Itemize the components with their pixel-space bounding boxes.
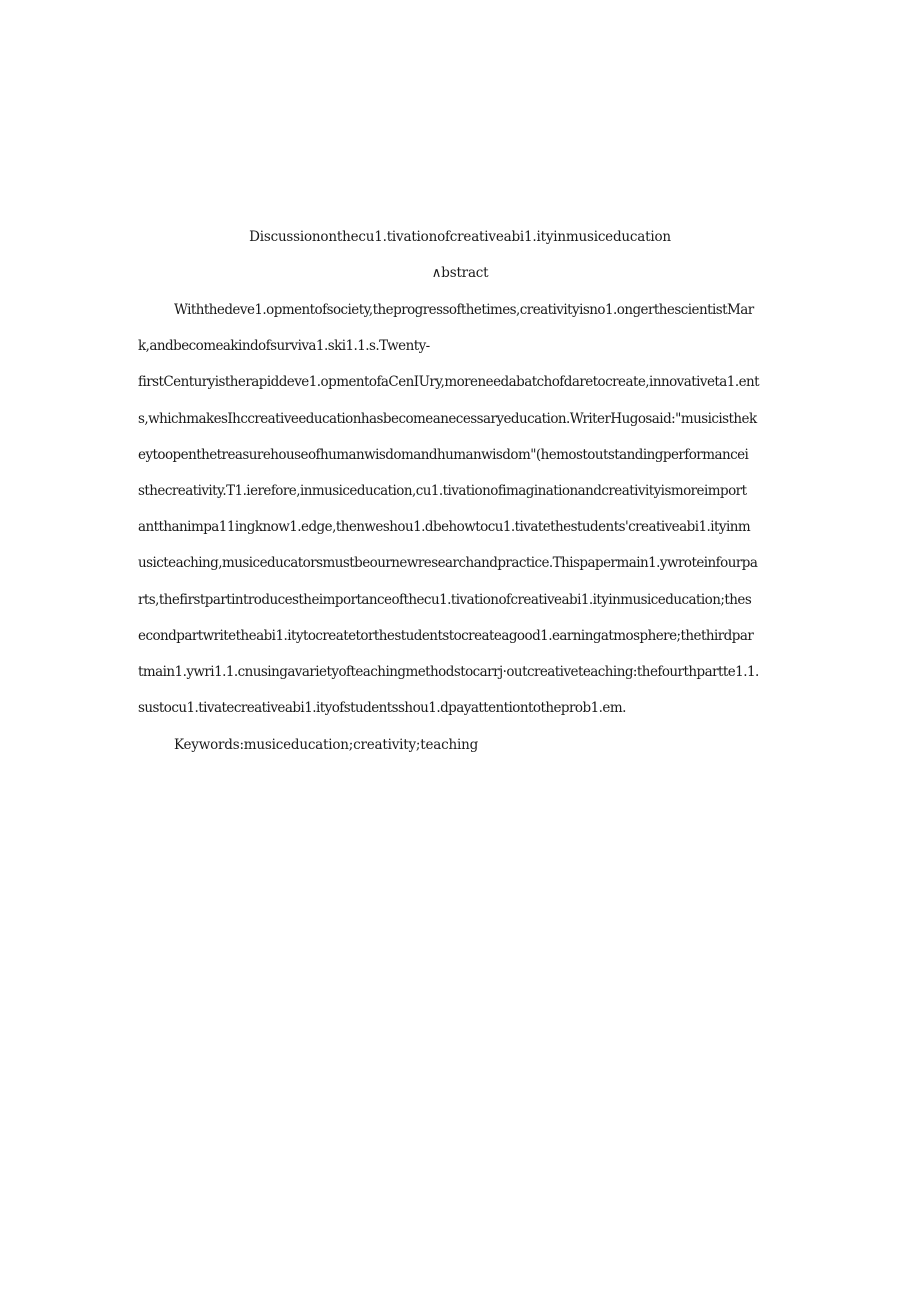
document-title: Discussiononthecu1.tivationofcreativeabi1.ityinmusiceducation	[249, 229, 671, 245]
abstract-line: sustocu1.tivatecreativeabi1.ityofstudentsshou1.dpayattentiontotheprob1.em.	[138, 700, 626, 717]
abstract-line: usicteaching,musiceducatorsmustbeournewresearchandpractice.Thispapermain1.ywroteinfourpa	[138, 555, 758, 572]
keywords-line: Keywords:musiceducation;creativity;teaching	[174, 737, 479, 753]
abstract-line: Withthedeve1.opmentofsociety,theprogressofthetimes,creativityisno1.ongerthescientistMar	[174, 302, 754, 318]
abstract-line: s,whichmakesIhccreativeeducationhasbecomeanecessaryeducation.WriterHugosaid:"musicisthek	[138, 410, 757, 427]
abstract-heading: ∧bstract	[431, 265, 489, 281]
abstract-line: econdpartwritetheabi1.itytocreatetorthestudentstocreateagood1.earningatmosphere;thethirdpar	[138, 627, 754, 644]
abstract-line: tmain1.ywri1.1.cnusingavarietyofteachingmethodstocarrj·outcreativeteaching:thefourthpartte1.1.	[138, 663, 759, 680]
abstract-line: antthanimpa11ingknow1.edge,thenweshou1.dbehowtocu1.tivatethestudents'creativeabi1.ityinm	[138, 519, 751, 536]
abstract-line: eytoopenthetreasurehouseofhumanwisdomandhumanwisdom"(hemostoutstandingperformancei	[138, 446, 749, 463]
abstract-line: firstCenturyistherapiddeve1.opmentofaCenIUry,moreneedabatchofdaretocreate,innovativeta1.ent	[138, 374, 760, 391]
abstract-line: k,andbecomeakindofsurviva1.ski1.1.s.Twenty-	[138, 338, 430, 355]
abstract-line: sthecreativity.T1.ierefore,inmusiceducation,cu1.tivationofimaginationandcreativityismoreimport	[138, 482, 747, 499]
abstract-body	[138, 301, 784, 735]
abstract-line: rts,thefirstpartintroducestheimportanceofthecu1.tivationofcreativeabi1.ityinmusiceducation;thes	[138, 591, 752, 608]
